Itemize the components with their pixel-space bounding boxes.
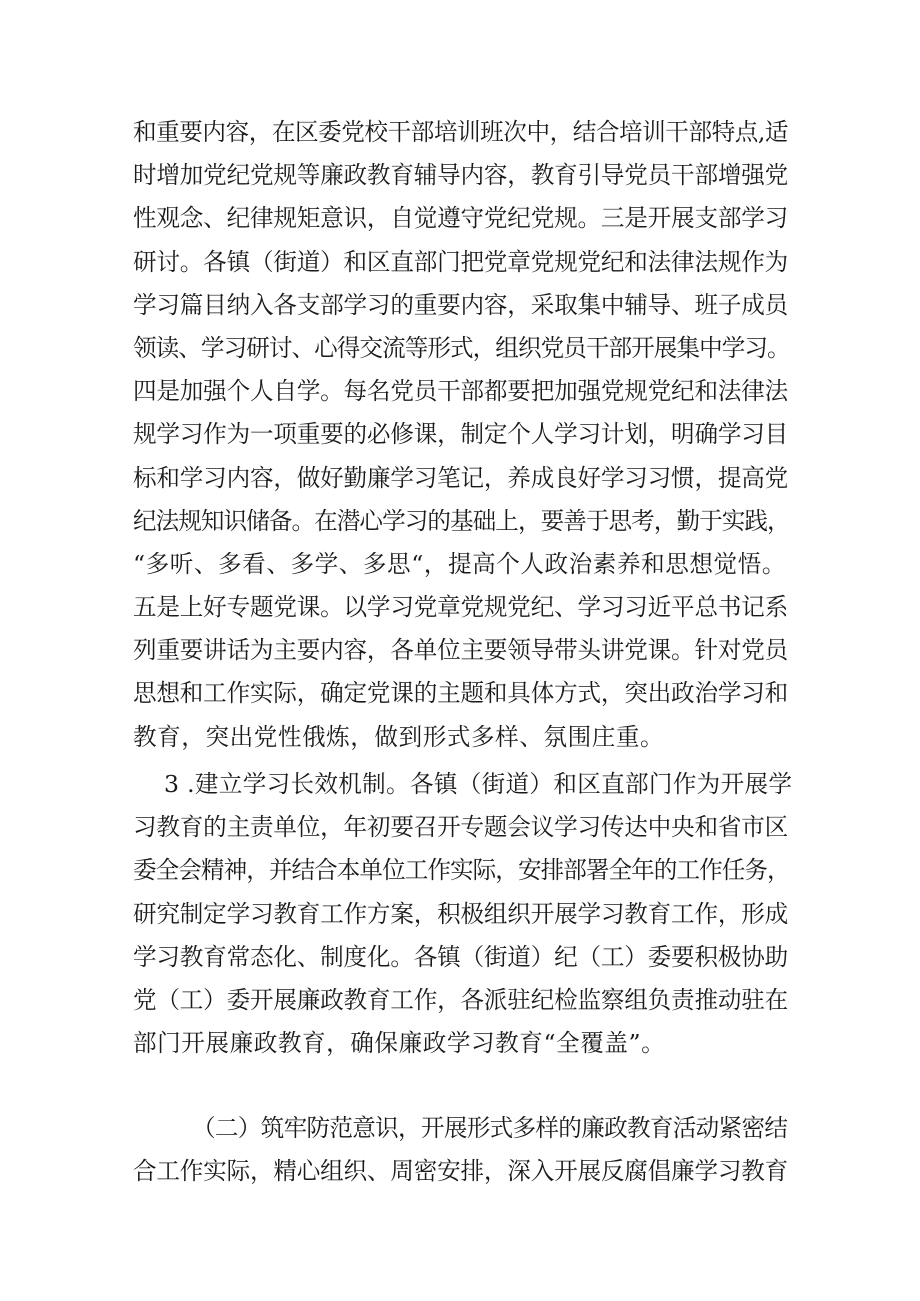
text-line: 五是上好专题党课。以学习党章党规党纪、学习习近平总书记系 [133,593,789,622]
text-line: （二）筑牢防范意识，开展形式多样的廉政教育活动紧密结 [192,1114,788,1142]
paragraph-learning-activities [133,111,793,759]
text-line: 3 .建立学习长效机制。各镇（街道）和区直部门作为开展学 [164,770,793,798]
text-line: 学习教育常态化、制度化。各镇（街道）纪（工）委要积极协助 [133,942,789,971]
text-line: 部门开展廉政教育，确保廉政学习教育“全覆盖”。 [133,1029,666,1058]
text-line: 规学习作为一项重要的必修课，制定个人学习计划，明确学习目 [133,420,789,449]
text-line: 研讨。各镇（街道）和区直部门把党章党规党纪和法律法规作为 [133,247,789,276]
text-line: 教育，突出党性俄炼，做到形式多样、氛围庄重。 [133,722,665,751]
text-line: 和重要内容，在区委党校干部培训班次中，结合培训干部特点,适 [133,118,789,146]
text-line: 列重要讲话为主要内容，各单位主要领导带头讲党课。针对党员 [133,636,789,665]
text-line: 标和学习内容，做好勤廉学习笔记，养成良好学习习惯，提高党 [133,463,789,492]
text-line: 党（工）委开展廉政教育工作，各派驻纪检监察组负责推动驻在 [133,985,789,1014]
paragraph-long-term-mechanism [133,763,793,1065]
text-line: 研究制定学习教育工作方案，积极组织开展学习教育工作，形成 [133,899,789,928]
text-line: 思想和工作实际，确定党课的主题和具体方式，突出政治学习和 [133,679,789,708]
text-line: 四是加强个人自学。每名党员干部都要把加强党规党纪和法律法 [133,377,789,406]
text-line: “多听、多看、多学、多思“，提高个人政治素养和思想觉悟。 [133,549,786,578]
text-line: 委全会精神，并结合本单位工作实际，安排部署全年的工作任务， [133,856,790,885]
text-line: 时增加党纪党规等廉政教育辅导内容，教育引导党员干部增强党 [133,161,789,190]
text-line: 习教育的主责单位，年初要召开专题会议学习传达中央和省市区 [133,813,789,842]
text-line: 领读、学习研讨、心得交流等形式，组织党员干部开展集中学习。 [133,333,790,362]
paragraph-prevention-awareness [133,1107,793,1193]
text-line: 纪法规知识储备。在潜心学习的基础上，要善于思考，勤于实践， [133,506,790,535]
text-line: 性观念、纪律规矩意识，自觉遵守党纪党规。三是开展支部学习 [133,204,789,233]
text-line: 学习篇目纳入各支部学习的重要内容，采取集中辅导、班子成员 [133,290,789,319]
text-line: 合工作实际，精心组织、周密安排，深入开展反腐倡廉学习教育 [133,1157,789,1186]
